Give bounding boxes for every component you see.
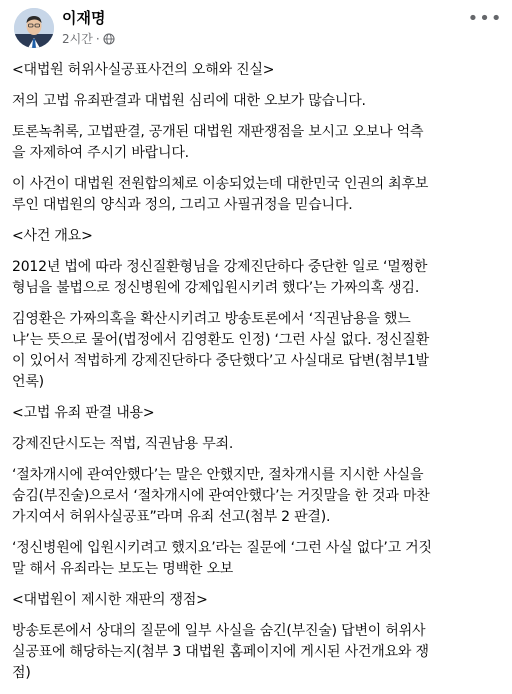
more-horizontal-icon: ••• — [467, 7, 503, 29]
author-name[interactable]: 이재명 — [62, 9, 106, 27]
post-paragraph: 방송토론에서 상대의 질문에 일부 사실을 숨긴(부진술) 답변이 허위사 실공표에 해당하는지(첨부 3 대법원 홈페이지에 게시된 사건개요와 쟁 점) — [12, 623, 429, 681]
post-paragraph: ‘절차개시에 관여안했다’는 말은 안했지만, 절차개시를 지시한 사실을 숨김(부진술)으로서 ‘절차개시에 관여안했다’는 거짓말을 한 것과 마찬 가지여서 허위사실공표”라며 유죄 선고(첨부 2 판결). — [12, 467, 430, 525]
post-paragraph: 이 사건이 대법원 전원합의체로 이송되었는데 대한민국 인권의 최후보 루인 대법원의 양식과 정의, 그리고 사필귀정을 믿습니다. — [12, 176, 429, 213]
post-timestamp[interactable]: 2시간 — [62, 32, 93, 46]
post-paragraph: 2012년 법에 따라 정신질환형님을 강제진단하다 중단한 일로 ‘멀쩡한 형님을 불법으로 정신병원에 강제입원시키려 했다’는 가짜의혹 생김. — [12, 259, 428, 296]
post-paragraph: <대법원이 제시한 재판의 쟁점> — [12, 592, 208, 608]
post-body — [12, 60, 502, 694]
more-options-button[interactable] — [467, 6, 503, 30]
globe-icon[interactable] — [103, 33, 115, 45]
post-paragraph: 토론녹취록, 고법판결, 공개된 대법원 재판쟁점을 보시고 오보나 억측 을 자제하여 주시기 바랍니다. — [12, 124, 424, 161]
post-paragraph: ‘정신병원에 입원시키려고 했지요’라는 질문에 ‘그런 사실 없다’고 거짓 말 해서 유죄라는 보도는 명백한 오보 — [12, 540, 432, 577]
post-meta — [62, 31, 115, 47]
profile-photo-icon — [14, 8, 54, 48]
post-header — [0, 0, 512, 56]
post-paragraph: <사건 개요> — [12, 228, 93, 244]
meta-separator: · — [95, 32, 100, 46]
post-paragraph: 강제진단시도는 적법, 직권남용 무죄. — [12, 436, 234, 452]
post-paragraph: 저의 고법 유죄판결과 대법원 심리에 대한 오보가 많습니다. — [12, 93, 366, 109]
post-paragraph: <대법원 허위사실공표사건의 오해와 진실> — [12, 62, 275, 78]
post-paragraph: <고법 유죄 판결 내용> — [12, 405, 155, 421]
post-paragraph: 김영환은 가짜의혹을 확산시키려고 방송토론에서 ‘직권남용을 했느 냐’는 뜻으로 물어(법정에서 김영환도 인정) ‘그런 사실 없다. 정신질환 이 있어서 적법하게 강제진단하다 중단했다’고 사실대로 답변(첨부1발 언록) — [12, 311, 430, 390]
avatar[interactable] — [14, 8, 54, 48]
